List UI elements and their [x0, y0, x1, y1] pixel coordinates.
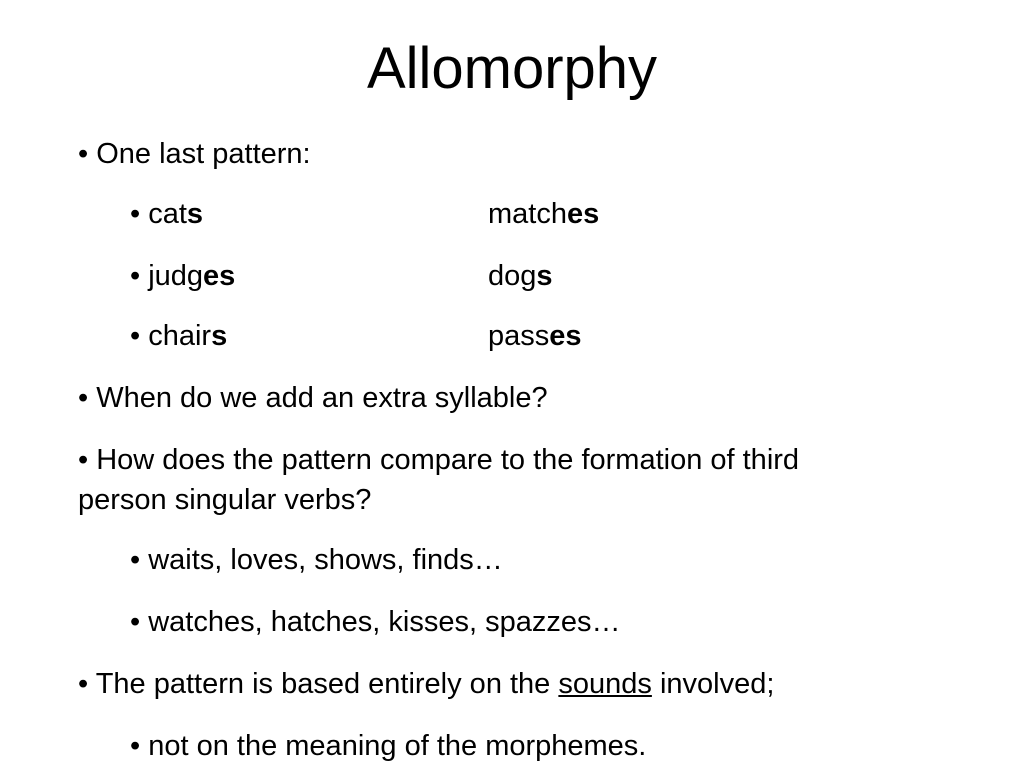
example-left-suffix: s: [211, 320, 228, 352]
question-2-line-2: person singular verbs?: [78, 484, 372, 516]
bullet-marker: •: [130, 730, 141, 762]
example-right-suffix: es: [549, 320, 582, 352]
example-right-suffix: es: [566, 198, 600, 230]
example-right-stem: pass: [488, 320, 550, 352]
example-left-stem: cat: [148, 198, 187, 230]
example-row-3: [130, 318, 227, 354]
question-1-text: When do we add an extra syllable?: [96, 382, 548, 414]
conclusion-sub-text: not on the meaning of the morphemes.: [148, 730, 647, 762]
question-2-line-1: How does the pattern compare to the formation of third: [96, 444, 800, 476]
bullet-marker: •: [78, 444, 89, 476]
example-right-1: [488, 196, 599, 232]
example-right-suffix: s: [536, 260, 553, 292]
bullet-marker: •: [130, 544, 141, 576]
conclusion-pre: The pattern is based entirely on the: [95, 668, 559, 700]
example-left-stem: chair: [148, 320, 212, 352]
example-right-stem: match: [488, 198, 567, 230]
example-row-2: [130, 258, 235, 294]
bullet-marker: •: [78, 668, 89, 700]
example-row-1: [130, 196, 203, 232]
bullet-marker: •: [130, 198, 141, 230]
verbs-1-text: waits, loves, shows, finds…: [148, 544, 503, 576]
conclusion-post: involved;: [651, 668, 775, 700]
bullet-conclusion: [78, 666, 774, 702]
bullet-marker: •: [130, 320, 141, 352]
verbs-2-text: watches, hatches, kisses, spazzes…: [148, 606, 621, 638]
bullet-question-2: [78, 442, 799, 478]
bullet-verbs-2: [130, 604, 620, 640]
example-right-2: [488, 258, 553, 294]
bullet-marker: •: [78, 382, 89, 414]
question-2-continuation: [78, 482, 371, 518]
slide-title: Allomorphy: [366, 36, 658, 101]
bullet-conclusion-sub: [130, 728, 646, 764]
example-left-suffix: es: [203, 260, 236, 292]
example-right-3: [488, 318, 582, 354]
example-right-stem: dog: [488, 260, 537, 292]
bullet-marker: •: [130, 260, 141, 292]
example-left-suffix: s: [186, 198, 204, 230]
bullet-intro: [78, 136, 311, 172]
example-left-stem: judg: [148, 260, 204, 292]
bullet-marker: •: [78, 138, 89, 170]
bullet-verbs-1: [130, 542, 503, 578]
bullet-marker: •: [130, 606, 141, 638]
bullet-question-1: [78, 380, 548, 416]
conclusion-underlined: sounds: [558, 668, 652, 700]
intro-text: One last pattern:: [96, 138, 311, 170]
